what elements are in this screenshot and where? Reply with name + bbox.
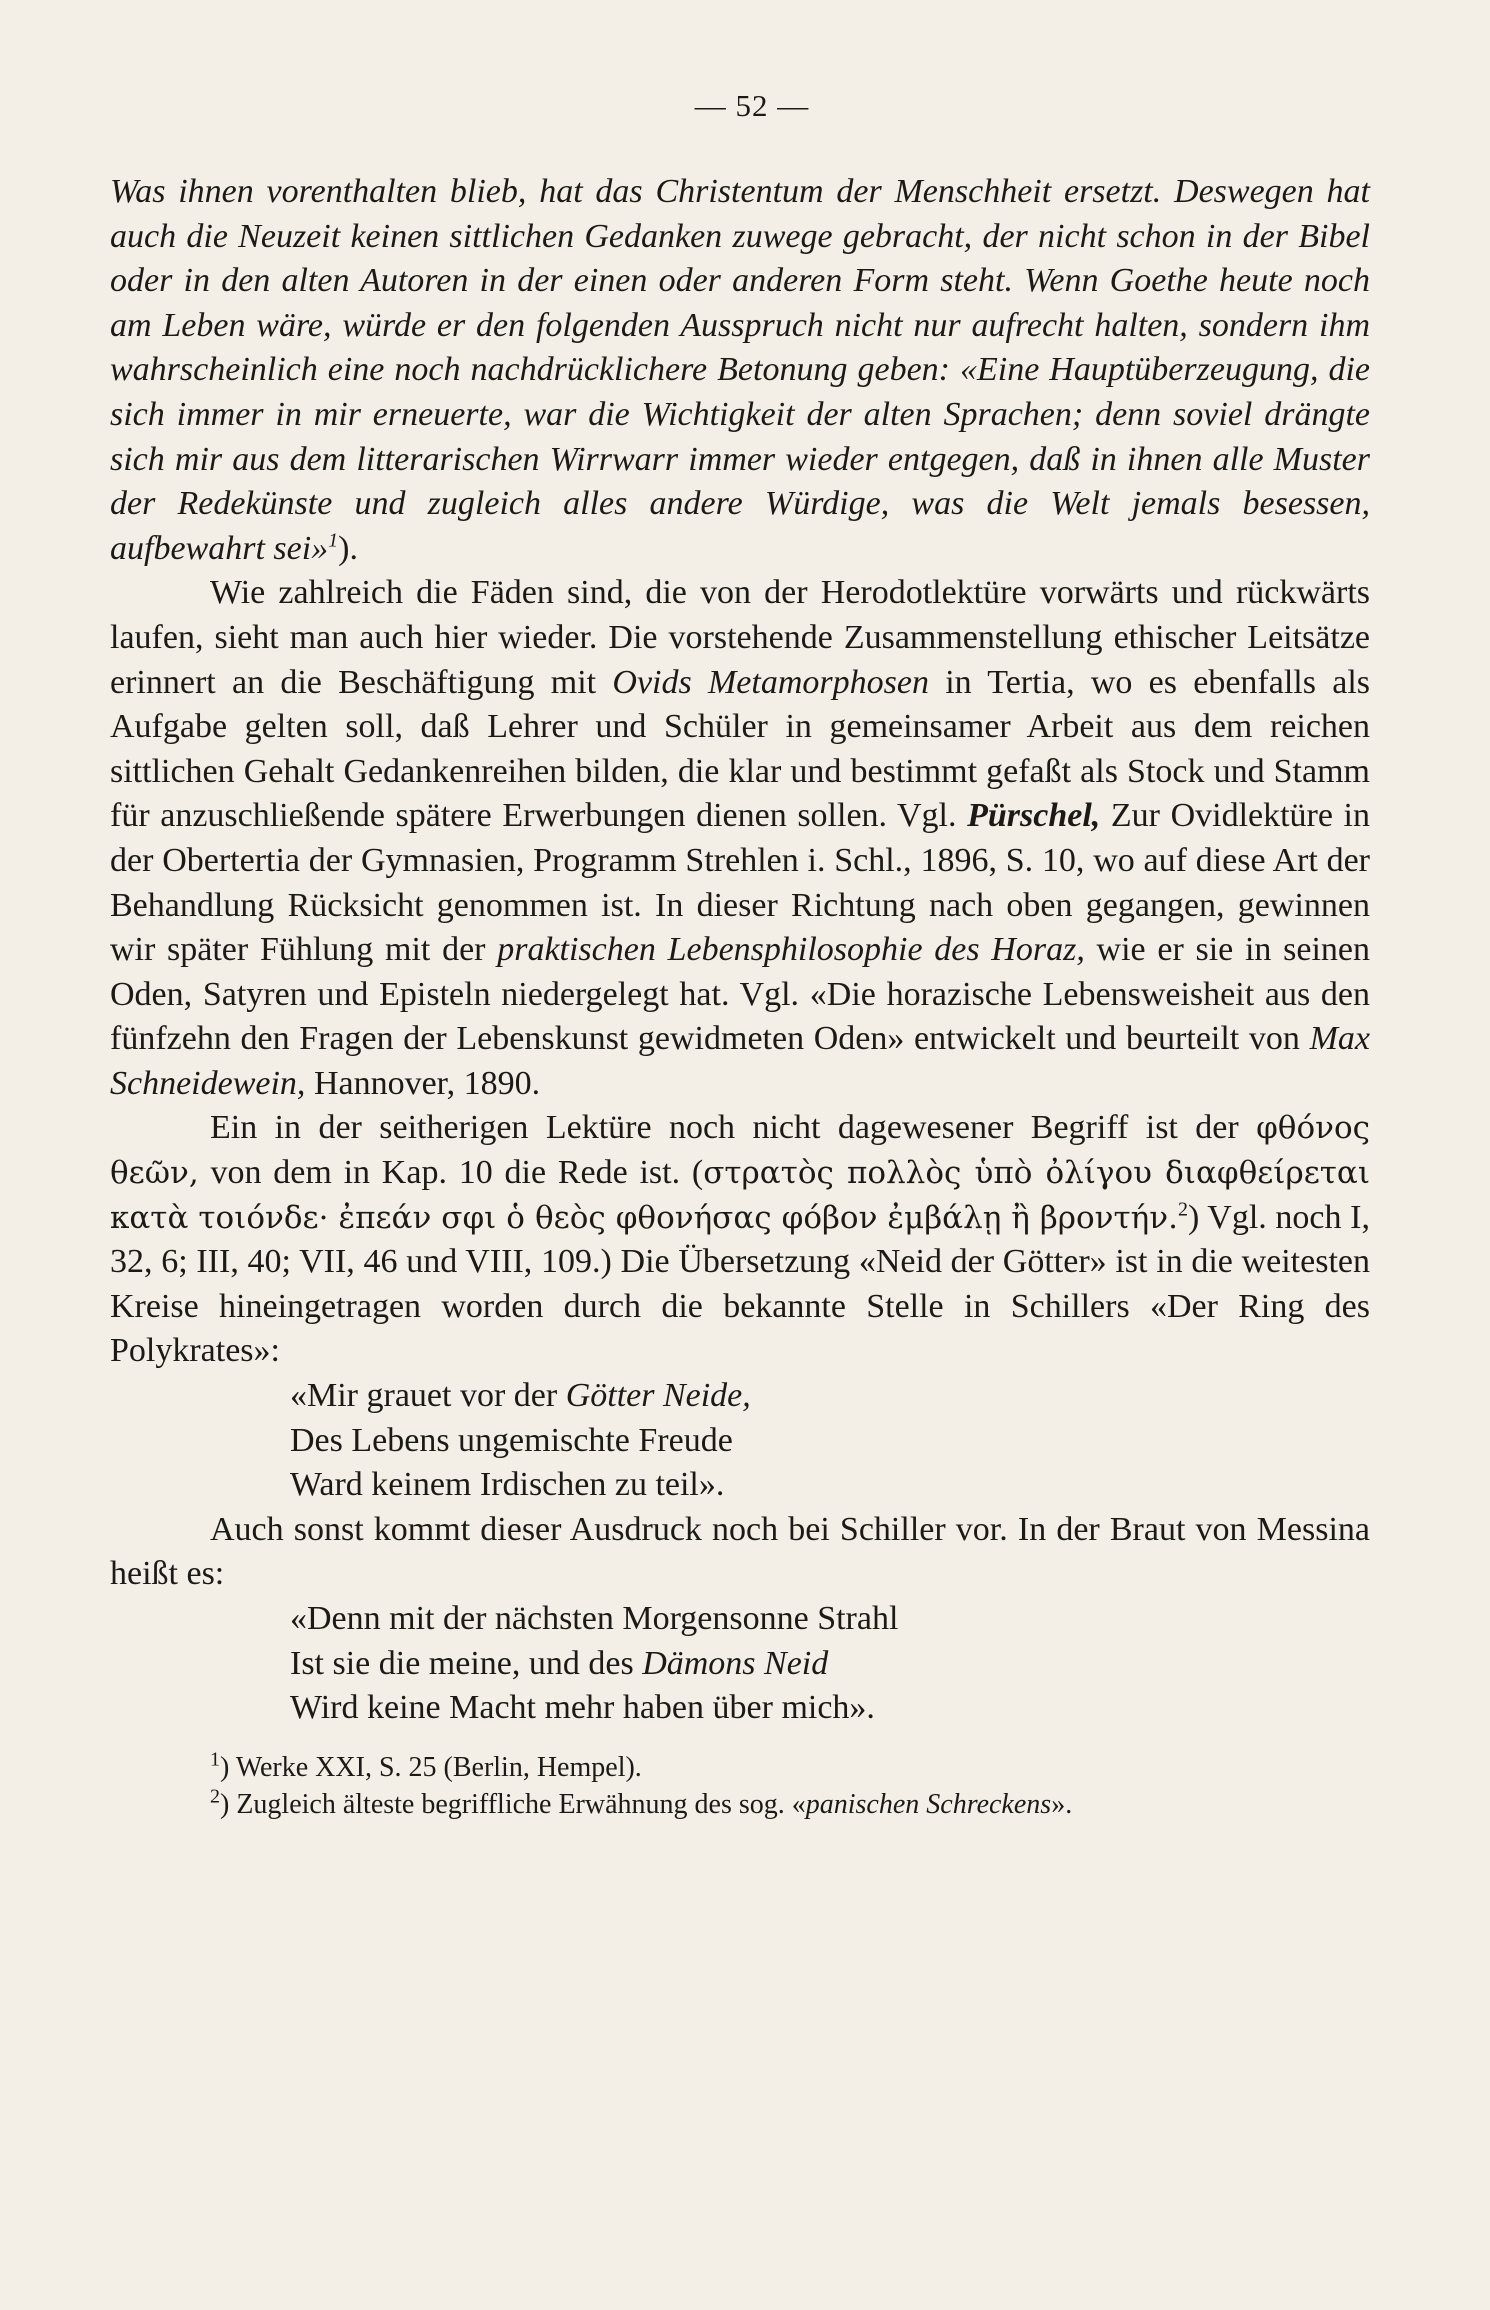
text-run: in Tertia, wo es ebenfalls als Aufgabe gelten soll, daß Lehrer und Schüler in gemeinsamer Arbeit aus dem reichen sittlichen Gehalt Gedankenreihen bilden, die klar und bestimmt gefaßt als Stock und Stamm für anzuschließende spätere Erwerbungen dienen sollen. Vgl. [110,663,1370,835]
paragraph-messina: Auch sonst kommt dieser Ausdruck noch bei Schiller vor. In der Braut von Messina heißt es: [110,1510,1370,1593]
text-run: Ein in der seitherigen Lektüre noch nicht dagewesener Begriff ist der [210,1109,1257,1147]
footnote-2: $^2$) Zugleich älteste begriffliche Erwähnung des sog. «panischen Schreckens». [210,1785,1073,1820]
verse-line: «Mir grauet vor der Götter Neide, [290,1377,751,1415]
title-horaz: praktischen Lebensphilosophie des Horaz, [497,931,1085,969]
verse-line: «Denn mit der nächsten Morgensonne Strahl [290,1600,899,1637]
paragraph-herodot [110,571,1370,1106]
text-run: Wie zahlreich die Fäden sind, die von der Herodotlektüre vorwärts und rückwärts laufen, sieht man auch hier wieder. Die vorstehende Zusammenstellung ethischer Leitsätze erinnert an die Beschäftigung mit [110,574,1370,701]
author-schneidewein: Max Schneidewein, [110,1020,1370,1102]
verse-polykrates [290,1374,1370,1508]
title-ovid: Ovids Metamorphosen [612,663,929,701]
paragraph-phthonos [110,1106,1370,1374]
footnote-separator [110,1731,1370,1749]
verse-messina [290,1597,1370,1731]
verse-line: Wird keine Macht mehr haben über mich». [290,1689,875,1727]
page-number: — 52 — [694,88,810,123]
greek-quote: στρατὸς πολλὸς ὑπὸ ὀλίγου διαφθείρεται κατὰ τοιόνδε· ἐπεάν σφι ὁ θεὸς φθονήσας φόβον ἐμβάλῃ ἢ βροντήν. [110,1155,1370,1236]
footnote-ref-2: 2 [1177,1198,1188,1221]
text-run: ) Vgl. noch I, 32, 6; III, 40; VII, 46 und VIII, 109.) Die Übersetzung «Neid der Götter» ist in die weitesten Kreise hineingetragen worden durch die bekannte Stelle in Schillers «Der Ring des Polykrates»: [110,1198,1370,1370]
greek-term: φθόνος θεῶν, [110,1110,1370,1192]
text-run: von dem in Kap. 10 die Rede ist. ( [198,1154,704,1192]
text-run: Hannover, 1890. [305,1064,541,1102]
paragraph-goethe-quote [110,170,1370,571]
author-purschel: Pürschel, [967,797,1101,835]
text-run: wie er sie in seinen Oden, Satyren und Episteln niedergelegt hat. Vgl. «Die horazische Lebensweisheit aus den fünfzehn den Fragen der Lebenskunst gewidmeten Oden» entwickelt und beurteilt von [110,931,1370,1058]
text-run: Zur Ovidlektüre in der Obertertia der Gymnasien, Programm Strehlen i. Schl., 1896, S. 10, wo auf diese Art der Behandlung Rücksicht genommen ist. In dieser Richtung nach oben gegangen, gewinnen wir später Fühlung mit der [110,797,1371,969]
verse-line: Des Lebens ungemischte Freude [290,1421,733,1459]
verse-line: Ist sie die meine, und des Dämons Neid [290,1644,829,1682]
footnote-ref-1: 1 [328,529,339,552]
footnote-1: $^1$) Werke XXI, S. 25 (Berlin, Hempel). [210,1748,642,1783]
verse-line: Ward keinem Irdischen zu teil». [290,1466,725,1504]
goethe-paragraph-text: Was ihnen vorenthalten blieb, hat das Christentum der Menschheit ersetzt. Deswegen hat auch die Neuzeit keinen sittlichen Gedanken zuwege gebracht, der nicht schon in der Bibel oder in den alten Autoren in der einen oder anderen Form steht. Wenn Goethe heute noch am Leben wäre, würde er den folgenden Ausspruch nicht nur aufrecht halten, sondern ihm wahrscheinlich eine noch nachdrücklichere Betonung geben: «Eine Hauptüberzeugung, die sich immer in mir erneuerte, war die Wichtigkeit der alten Sprachen; denn soviel drängte sich mir aus dem litterarischen Wirrwarr immer wieder entgegen, daß in ihnen alle Muster der Redekünste und zugleich alles andere Würdige, was die Welt jemals besessen, aufbewahrt sei» [110,173,1370,567]
book-page [110,88,1370,2268]
goethe-paragraph-end: ). [338,529,358,567]
